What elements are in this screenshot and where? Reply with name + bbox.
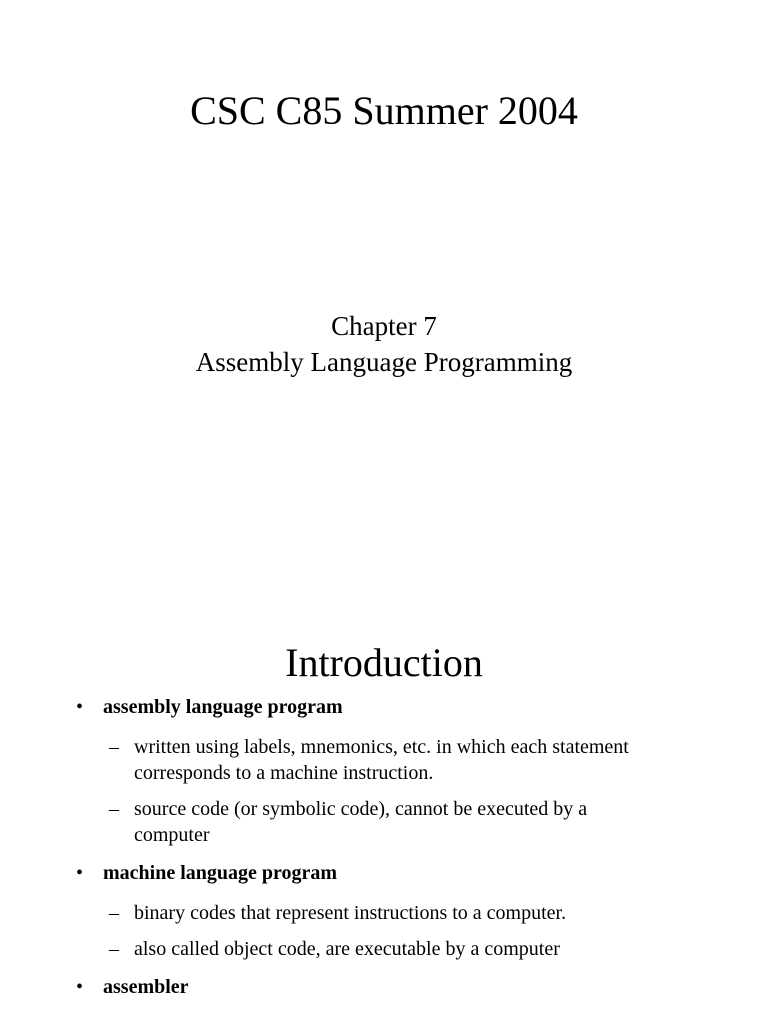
- sub-line: computer: [134, 824, 210, 846]
- sub-item: [76, 734, 736, 786]
- bullet-item: [76, 974, 736, 1000]
- sub-item: [76, 900, 736, 926]
- chapter-subtitle: Assembly Language Programming: [195, 347, 573, 377]
- chapter-number: Chapter 7: [331, 311, 437, 341]
- bullet-item: [76, 860, 736, 886]
- bullet-label: assembly language program: [103, 696, 343, 718]
- chapter-heading: [0, 308, 768, 380]
- sub-item: [76, 796, 736, 848]
- sub-item: [76, 936, 736, 962]
- dash-glyph: –: [109, 736, 119, 758]
- bullet-glyph: •: [76, 976, 84, 998]
- bullet-glyph: •: [76, 862, 84, 884]
- section-title: Introduction: [285, 640, 483, 685]
- bullet-glyph: •: [76, 696, 84, 718]
- dash-glyph: –: [109, 938, 119, 960]
- sub-line: written using labels, mnemonics, etc. in which each statement: [134, 736, 629, 758]
- bullet-list: [76, 694, 736, 1000]
- sub-line: corresponds to a machine instruction.: [134, 762, 434, 784]
- bullet-label: assembler: [103, 976, 189, 998]
- dash-glyph: –: [109, 798, 119, 820]
- bullet-label: machine language program: [103, 862, 338, 884]
- sub-line: source code (or symbolic code), cannot be executed by a: [134, 798, 588, 820]
- sub-line: binary codes that represent instructions to a computer.: [134, 902, 567, 924]
- course-title: CSC C85 Summer 2004: [190, 88, 578, 133]
- bullet-item: [76, 694, 736, 720]
- sub-line: also called object code, are executable by a computer: [134, 938, 560, 960]
- dash-glyph: –: [109, 902, 119, 924]
